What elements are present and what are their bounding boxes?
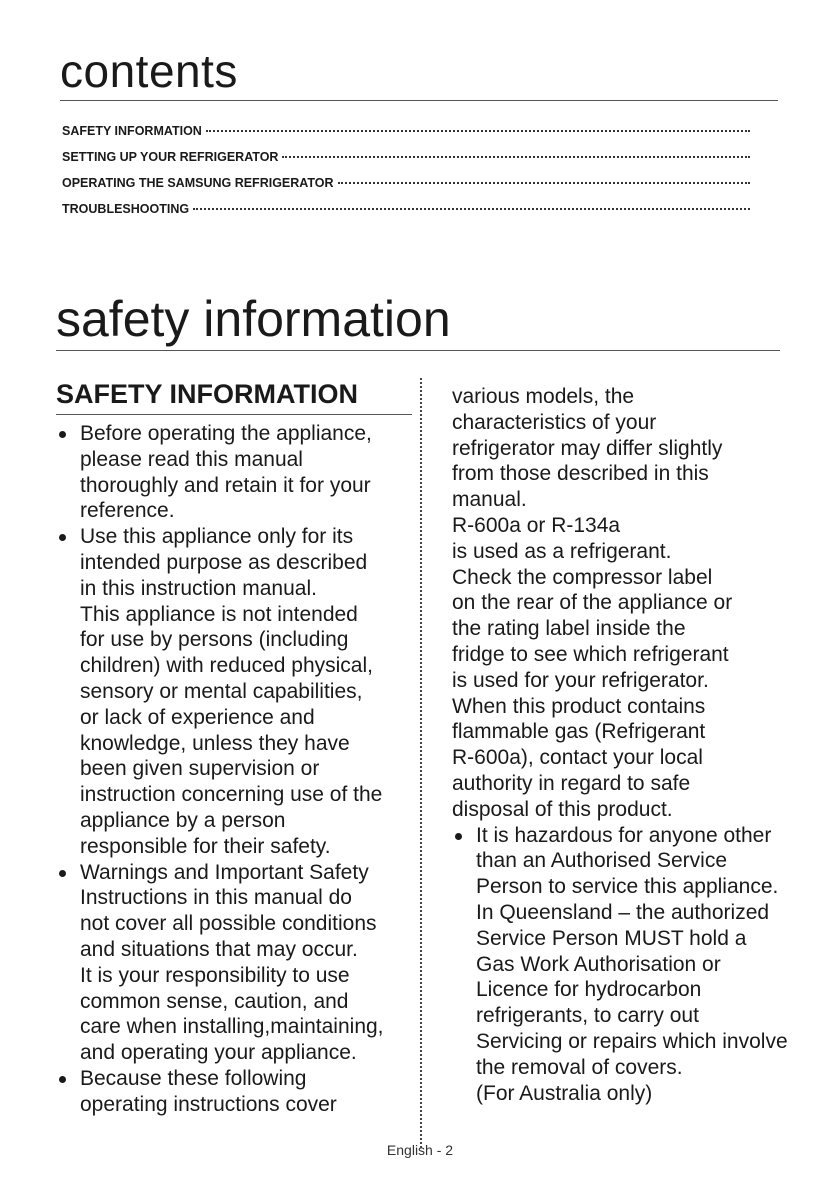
bullet-line	[56, 524, 412, 550]
bullet-line	[452, 823, 792, 849]
column-divider	[420, 378, 422, 1148]
line-text: in this instruction manual.	[80, 576, 317, 600]
text-line	[452, 590, 792, 616]
text-line	[452, 539, 792, 565]
text-line	[56, 576, 412, 602]
bullet-line	[56, 1066, 412, 1092]
line-text: knowledge, unless they have	[80, 731, 350, 755]
text-line	[56, 1040, 412, 1066]
text-line	[56, 550, 412, 576]
line-text: refrigerator may differ slightly	[452, 436, 723, 460]
line-text: Licence for hydrocarbon	[476, 978, 702, 1002]
line-text: children) with reduced physical,	[80, 654, 373, 678]
text-line	[452, 410, 792, 436]
line-text: Instructions in this manual do	[80, 886, 352, 910]
line-text: It is your responsibility to use	[80, 963, 350, 987]
toc-entry-label: OPERATING THE SAMSUNG REFRIGERATOR	[62, 176, 334, 190]
bullet-dot-icon	[59, 870, 66, 877]
text-line	[56, 1014, 412, 1040]
text-line	[452, 616, 792, 642]
line-text: Gas Work Authorisation or	[476, 952, 721, 976]
text-line	[56, 705, 412, 731]
text-line	[452, 565, 792, 591]
text-line	[452, 642, 792, 668]
text-line	[452, 797, 792, 823]
text-line	[56, 808, 412, 834]
text-line	[452, 719, 792, 745]
line-text: been given supervision or	[80, 757, 320, 781]
text-line	[452, 874, 792, 900]
line-text: common sense, caution, and	[80, 989, 349, 1013]
text-line	[452, 487, 792, 513]
text-line	[56, 447, 412, 473]
title-rule	[60, 100, 778, 101]
text-line	[56, 989, 412, 1015]
toc-entry-label: SAFETY INFORMATION	[62, 124, 202, 138]
toc-entry[interactable]	[62, 150, 750, 176]
line-text: refrigerants, to carry out	[476, 1004, 699, 1028]
toc-entry[interactable]	[62, 124, 750, 150]
bullet-line	[56, 860, 412, 886]
line-text: Check the compressor label	[452, 565, 713, 589]
line-text: When this product contains	[452, 694, 706, 718]
line-text: on the rear of the appliance or	[452, 591, 733, 615]
line-text: is used for your refrigerator.	[452, 668, 709, 692]
text-line	[56, 498, 412, 524]
text-line	[56, 885, 412, 911]
text-line	[452, 513, 792, 539]
line-text: operating instructions cover	[80, 1092, 337, 1116]
line-text: various models, the	[452, 385, 635, 408]
text-line	[56, 473, 412, 499]
bullet-dot-icon	[59, 1076, 66, 1083]
bullet-dot-icon	[59, 534, 66, 541]
line-text: than an Authorised Service	[476, 849, 727, 873]
text-line	[452, 745, 792, 771]
text-line	[452, 977, 792, 1003]
line-text: care when installing,maintaining,	[80, 1015, 384, 1039]
text-line	[452, 461, 792, 487]
line-text: from those described in this	[452, 462, 709, 486]
text-line	[56, 731, 412, 757]
line-text: Use this appliance only for its	[80, 525, 354, 549]
section-rule	[56, 350, 780, 351]
section-title: safety information	[56, 291, 451, 347]
line-text: Servicing or repairs which involve	[476, 1029, 788, 1053]
text-line	[452, 1003, 792, 1029]
text-line	[56, 911, 412, 937]
line-text: authority in regard to safe	[452, 771, 691, 795]
text-line	[452, 1055, 792, 1081]
line-text: sensory or mental capabilities,	[80, 679, 363, 703]
line-text: and situations that may occur.	[80, 937, 358, 961]
toc-leader-dots	[282, 156, 750, 158]
text-line	[56, 679, 412, 705]
text-line	[452, 848, 792, 874]
text-line	[56, 653, 412, 679]
line-text: Because these following	[80, 1066, 307, 1090]
line-text: and operating your appliance.	[80, 1041, 357, 1065]
line-text: fridge to see which refrigerant	[452, 642, 729, 666]
line-text: Service Person MUST hold a	[476, 926, 747, 950]
text-line	[56, 963, 412, 989]
text-line	[452, 771, 792, 797]
line-text: the removal of covers.	[476, 1055, 683, 1079]
text-line	[56, 834, 412, 860]
line-text: responsible for their safety.	[80, 834, 331, 858]
line-text: disposal of this product.	[452, 797, 673, 821]
line-text: the rating label inside the	[452, 617, 686, 641]
text-line	[452, 900, 792, 926]
text-line	[56, 602, 412, 628]
line-text: not cover all possible conditions	[80, 912, 377, 936]
line-text: flammable gas (Refrigerant	[452, 720, 706, 744]
line-text: Warnings and Important Safety	[80, 860, 369, 884]
line-text: thoroughly and retain it for your	[80, 473, 371, 497]
text-line	[56, 1092, 412, 1118]
toc-leader-dots	[193, 208, 750, 210]
line-text: In Queensland – the authorized	[476, 900, 770, 924]
text-line	[452, 384, 792, 410]
line-text: This appliance is not intended	[80, 602, 358, 626]
text-line	[452, 694, 792, 720]
toc-entry[interactable]	[62, 202, 750, 228]
text-line	[452, 668, 792, 694]
line-text: is used as a refrigerant.	[452, 539, 672, 563]
toc-leader-dots	[206, 130, 750, 132]
text-line	[56, 937, 412, 963]
text-line	[452, 952, 792, 978]
line-text: appliance by a person	[80, 808, 286, 832]
page-title: contents	[60, 45, 238, 97]
bullet-line	[56, 421, 412, 447]
line-text: intended purpose as described	[80, 550, 368, 574]
line-text: manual.	[452, 488, 527, 512]
bullet-dot-icon	[455, 833, 462, 840]
line-text: for use by persons (including	[80, 628, 349, 652]
toc-entry-label: SETTING UP YOUR REFRIGERATOR	[62, 150, 279, 164]
line-text: (For Australia only)	[476, 1081, 653, 1105]
line-text: instruction concerning use of the	[80, 783, 383, 807]
text-line	[56, 782, 412, 808]
toc-entry-label: TROUBLESHOOTING	[62, 202, 190, 216]
text-line	[452, 926, 792, 952]
text-line	[452, 1081, 792, 1107]
right-column	[452, 384, 792, 1106]
page-footer: English - 2	[386, 1142, 454, 1158]
line-text: Before operating the appliance,	[80, 422, 372, 445]
text-line	[452, 436, 792, 462]
line-text: Person to service this appliance.	[476, 875, 779, 899]
line-text: reference.	[80, 499, 175, 523]
table-of-contents	[62, 124, 750, 228]
line-text: R-600a or R-134a	[452, 513, 621, 537]
line-text: It is hazardous for anyone other	[476, 823, 772, 847]
text-line	[56, 627, 412, 653]
safety-heading: SAFETY INFORMATION	[56, 378, 412, 415]
line-text: or lack of experience and	[80, 705, 315, 729]
toc-leader-dots	[338, 182, 750, 184]
line-text: please read this manual	[80, 447, 303, 471]
text-line	[452, 1029, 792, 1055]
line-text: characteristics of your	[452, 410, 657, 434]
toc-entry[interactable]	[62, 176, 750, 202]
line-text: R-600a), contact your local	[452, 746, 703, 770]
left-column	[56, 378, 412, 1118]
bullet-dot-icon	[59, 431, 66, 438]
text-line	[56, 756, 412, 782]
